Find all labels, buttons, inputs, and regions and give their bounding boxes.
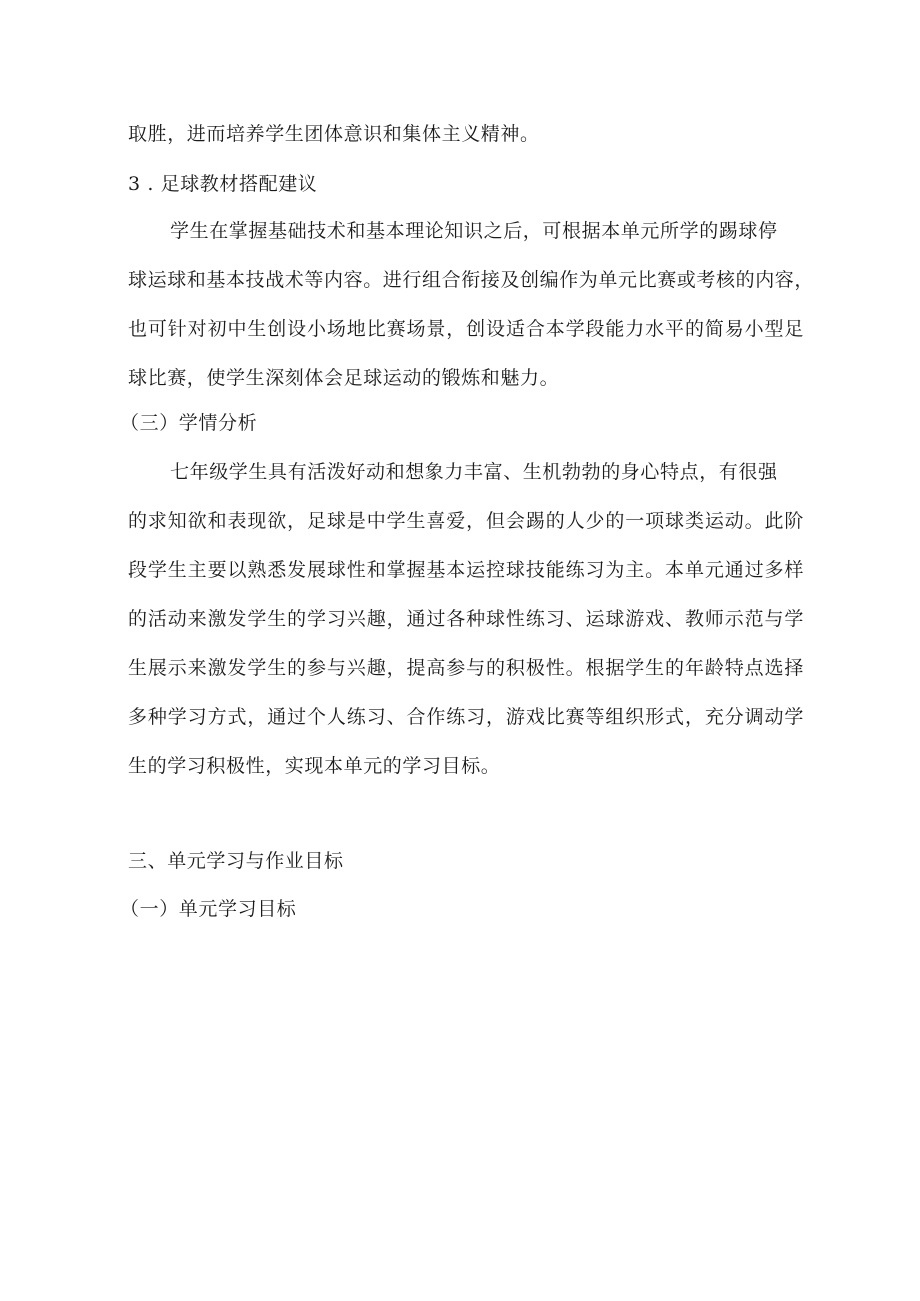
paragraph-line: 的求知欲和表现欲，足球是中学生喜爱，但会踢的人少的一项球类运动。此阶 [128,510,804,532]
subheading-learning-analysis: （三）学情分析 [120,412,258,434]
paragraph-line: 取胜，进而培养学生团体意识和集体主义精神。 [128,123,540,145]
paragraph-line: 生的学习积极性，实现本单元的学习目标。 [128,755,501,777]
paragraph-line: 的活动来激发学生的学习兴趣，通过各种球性练习、运球游戏、教师示范与学 [128,608,804,630]
paragraph-line: 生展示来激发学生的参与兴趣，提高参与的积极性。根据学生的年龄特点选择 [128,657,804,679]
paragraph-line: 多种学习方式，通过个人练习、合作练习，游戏比赛等组织形式，充分调动学 [128,706,804,728]
paragraph-line: 球运球和基本技战术等内容。进行组合衔接及创编作为单元比赛或考核的内容， [128,269,815,291]
subheading-unit-learning-goals: （一）单元学习目标 [120,898,297,920]
paragraph-line: 球比赛，使学生深刻体会足球运动的锻炼和魅力。 [128,367,560,389]
paragraph-line: 学生在掌握基础技术和基本理论知识之后，可根据本单元所学的踢球停 [170,220,778,242]
subheading-football-material-suggestion: 3 . 足球教材搭配建议 [128,173,318,195]
paragraph-line: 七年级学生具有活泼好动和想象力丰富、生机勃勃的身心特点，有很强 [170,461,778,483]
section-heading-unit-goals: 三、单元学习与作业目标 [128,850,344,872]
paragraph-line: 也可针对初中生创设小场地比赛场景，创设适合本学段能力水平的简易小型足 [128,318,804,340]
paragraph-line: 段学生主要以熟悉发展球性和掌握基本运控球技能练习为主。本单元通过多样 [128,559,804,581]
